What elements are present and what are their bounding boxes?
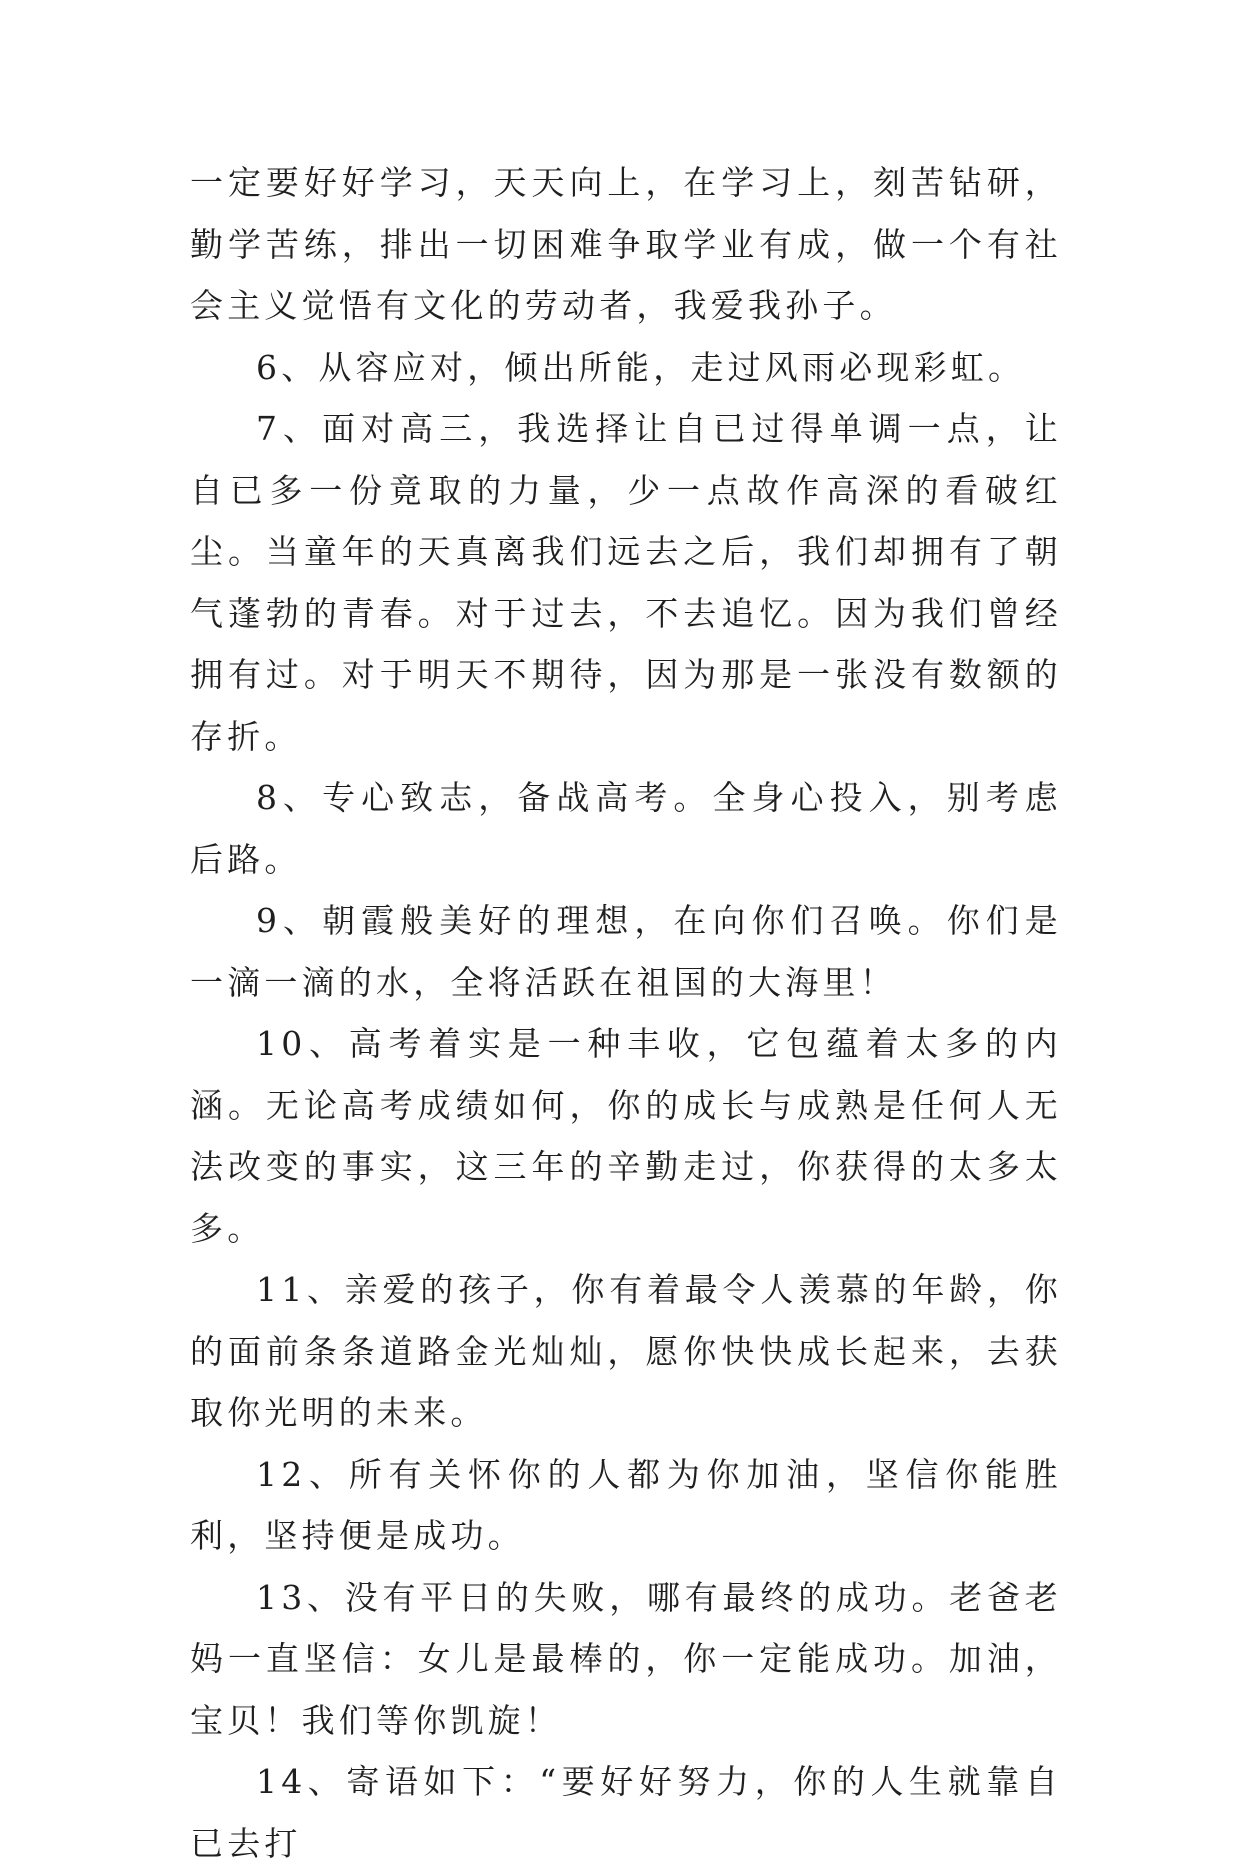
paragraph-item-8: 8、专心致志，备战高考。全身心投入，别考虑后路。 (190, 778, 1062, 879)
paragraph-item-13: 13、没有平日的失败，哪有最终的成功。老爸老妈一直坚信：女儿是最棒的，你一定能成功。加油，宝贝！我们等你凯旋！ (190, 1577, 1062, 1740)
paragraph-item-6: 6、从容应对，倾出所能，走过风雨必现彩虹。 (256, 347, 1026, 387)
paragraph-item-11: 11、亲爱的孩子，你有着最令人羡慕的年龄，你的面前条条道路金光灿灿，愿你快快成长起来，去获取你光明的未来。 (190, 1270, 1062, 1432)
paragraph-item-7: 7、面对高三，我选择让自已过得单调一点，让自已多一份竟取的力量，少一点故作高深的看破红尘。当童年的天真离我们远去之后，我们却拥有了朝气蓬勃的青春。对于过去，不去追忆。因为我们曾经拥有过。对于明天不期待，因为那是一张没有数额的存折。 (190, 409, 1062, 756)
paragraph-continuation: 一定要好好学习，天天向上，在学习上，刻苦钻研，勤学苦练，排出一切困难争取学业有成，做一个有社会主义觉悟有文化的劳动者，我爱我孙子。 (190, 163, 1062, 325)
paragraph-item-12: 12、所有关怀你的人都为你加油，坚信你能胜利，坚持便是成功。 (190, 1454, 1062, 1555)
paragraph-item-9: 9、朝霞般美好的理想，在向你们召唤。你们是一滴一滴的水，全将活跃在祖国的大海里！ (190, 901, 1062, 1002)
paragraph-item-10: 10、高考着实是一种丰收，它包蕴着太多的内涵。无论高考成绩如何，你的成长与成熟是任何人无法改变的事实，这三年的辛勤走过，你获得的太多太多。 (190, 1024, 1062, 1248)
document-body (190, 152, 1062, 1874)
paragraph-item-14: 14、寄语如下：“要好好努力，你的人生就靠自已去打 (190, 1762, 1062, 1863)
